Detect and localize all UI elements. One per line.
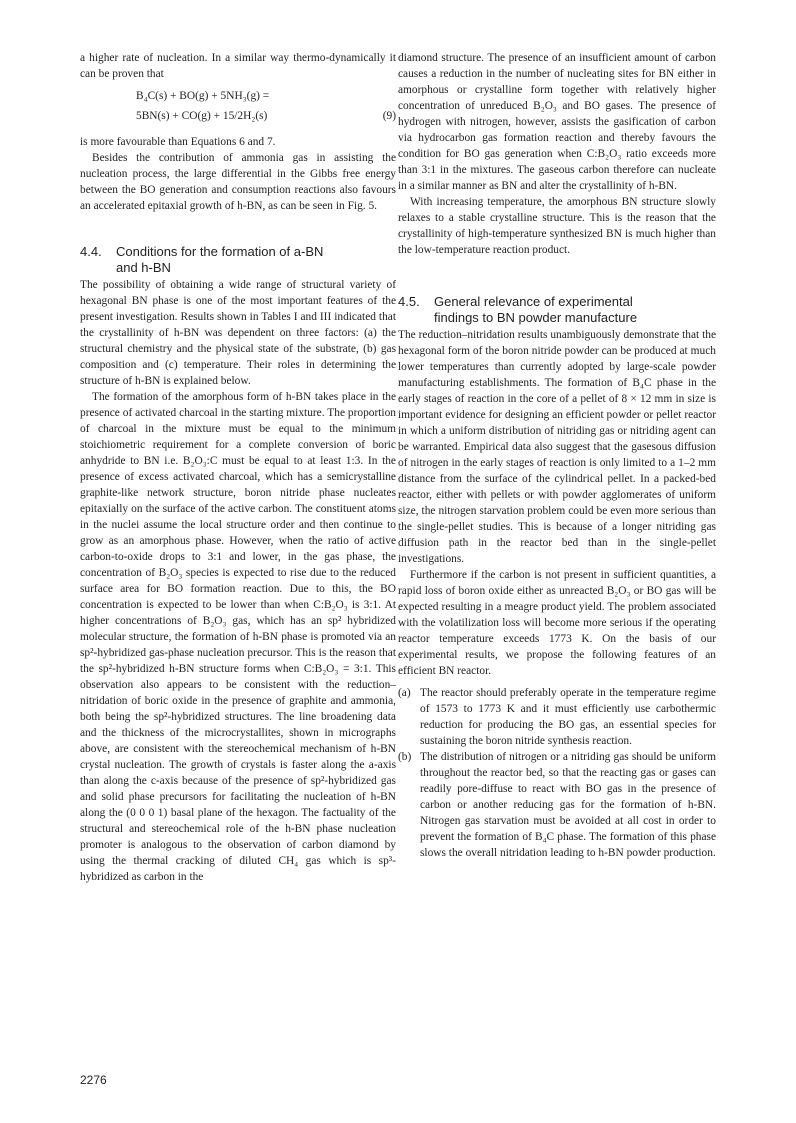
reactor-features-list [398,685,716,861]
paragraph-intro: a higher rate of nucleation. In a similar way thermo-dynamically it can be proven that [80,52,396,80]
paragraph-after-equation: is more favourable than Equations 6 and 7. [80,136,276,148]
equation-line-1 [80,88,396,108]
equation-rhs: 5BN(s) + CO(g) + 15/2H₂(s) [136,110,268,122]
paragraph-formation: The formation of the amorphous form of h-BN takes place in the presence of activated charcoal in the starting mixture. The proportion of charcoal in the mixture must be equal to the minimum stoichiometric requirement for a complete conversion of boric anhydride to BN i.e. B₂O₃:C must be equal to at least 1:3. In the presence of excess activated charcoal, which has a semicrystalline graphite-like network structure, boron nitride phase nucleates epitaxially on the surface of the active carbon. The constituent atoms in the nuclei assume the local structure order and then continue to grow as an amorphous phase. However, when the ratio of active carbon-to-oxide drops to 3:1 and lower, in the gas phase, the concentration of B₂O₃ species is expected to rise due to the reduced surface area for BO formation reaction. Due to this, the BO concentration is expected to be lower than when C:B₂O₃ is 3:1. At higher concentrations of B₂O₃ gas, which has an sp² hybridized molecular structure, the formation of h-BN phase is promoted via an sp²-hybridized gas-phase nucleation precursor. This is the reason that the sp²-hybridized h-BN structure forms when C:B₂O₃ = 3:1. This observation also appears to be consistent with the reduction–nitridation of boric oxide in the presence of graphite and ammonia, both being the sp²-hybridized structures. The line broadening data and the thickness of the microcrystallites, shown in micrographs above, are consistent with the stereochemical mechanism of h-BN crystal nucleation. The growth of crystals is faster along the a-axis than along the c-axis because of the presence of sp²-hybridized gas and solid phase precursors for facilitating the nucleation of h-BN along the (0 0 0 1) basal plane of the hexagon. The factuality of the structural and stereochemical role of the h-BN phase nucleation promoter is analogous to the observation of carbon diamond by using the thermal cracking of diluted CH₄ gas which is sp³-hybridized as carbon in the [80,391,396,883]
equation-line-2 [80,108,396,128]
paragraph-diamond: diamond structure. The presence of an insufficient amount of carbon causes a reduction in the number of nucleating sites for BN either in amorphous or crystalline form together with relatively higher concentration of unreduced B₂O₃ and BO gases. The presence of hydrogen with nitrogen, however, assists the gasification of carbon via hydrocarbon gas formation reaction and thereby favours the condition for BO gas generation when C:B₂O₃ ratio exceeds more than 3:1 in the mixtures. The gaseous carbon therefore can nucleate in a similar manner as BN and alter the crystallinity of h-BN. [398,52,716,192]
paragraph-reduction: The reduction–nitridation results unambiguously demonstrate that the hexagonal form of the boron nitride powder can be produced at much lower temperatures than currently adopted by large-scale powder manufacturing establishments. The formation of B₄C phase in the early stages of reaction in the core of a pellet of 8 × 12 mm in size is important evidence for designing an efficient powder or pellet reactor in which a uniform distribution of nitriding gas or nitriding agent can be warranted. Empirical data also suggest that the gasesous diffusion of nitrogen in the early stages of reaction is only limited to a 1–2 mm distance from the surface of the cylindrical pellet. In a packed-bed reactor, either with pellets or with powder agglomerates of uniform size, the nitrogen starvation problem could be even more serious than the single-pellet studies. This is because of a longer nitriding gas diffusion path in the reactor bed than in the single-pellet investigations. [398,329,716,565]
paragraph-furthermore: Furthermore if the carbon is not present in sufficient quantities, a rapid loss of boron oxide either as unreacted B₂O₃ or BO gas will be expected resulting in a meagre product yield. The problem associated with the volatilization loss will become more serious if the operating reactor temperature exceeds 1773 K. On the basis of our experimental results, we propose the following features of an efficient BN reactor. [398,569,716,677]
section-title-line-1: Conditions for the formation of a-BN [116,244,324,259]
list-item [398,749,716,861]
section-title-line-2: findings to BN powder manufacture [434,310,638,325]
section-title-line-2: and h-BN [116,260,171,275]
equation-number: (9) [382,110,396,122]
equation-lhs: B₄C(s) + BO(g) + 5NH₃(g) = [136,90,270,102]
equation-9 [80,88,396,128]
left-column [80,50,396,885]
paragraph-possibility: The possibility of obtaining a wide range of structural variety of hexagonal BN phase is one of the most important features of the present investigation. Results shown in Tables I and III indicated that the crystallinity of h-BN was dependent on three factors: (a) the structural chemistry and the physical state of the substrate, (b) gas composition and (c) temperature. Their roles in determining the structure of h-BN is explained below. [80,279,396,387]
list-marker: (b) [398,751,412,763]
section-heading-4-4 [80,244,396,276]
list-item-text: The reactor should preferably operate in the temperature regime of 1573 to 1773 K and it must efficiently use carbothermic reduction for producing the BO gas, an essential species for sustaining the boron nitride synthesis reaction. [420,687,716,747]
section-title-line-1: General relevance of experimental [434,294,633,309]
section-number: 4.5. [398,294,420,309]
paragraph-ammonia: Besides the contribution of ammonia gas in assisting the nucleation process, the large differential in the Gibbs free energy between the BO generation and consumption reactions also favours an accelerated epitaxial growth of h-BN, as can be seen in Fig. 5. [80,152,396,212]
list-item [398,685,716,749]
section-heading-4-5 [398,294,716,326]
list-marker: (a) [398,687,411,699]
page-number: 2276 [80,1073,107,1087]
paragraph-temperature: With increasing temperature, the amorphous BN structure slowly relaxes to a stable crystalline structure. This is the reason that the crystallinity of high-temperature synthesized BN is much higher than the low-temperature reaction product. [398,196,716,256]
right-column [398,50,716,861]
list-item-text: The distribution of nitrogen or a nitriding gas should be uniform throughout the reactor bed, so that the reacting gas or gases can readily pore-diffuse to react with BO gas in the presence of carbon or another reducing gas for the formation of h-BN. Nitrogen gas starvation must be avoided at all cost in order to prevent the formation of B₄C phase. The formation of this phase slows the overall nitridation leading to h-BN powder production. [420,751,716,859]
section-number: 4.4. [80,244,102,259]
